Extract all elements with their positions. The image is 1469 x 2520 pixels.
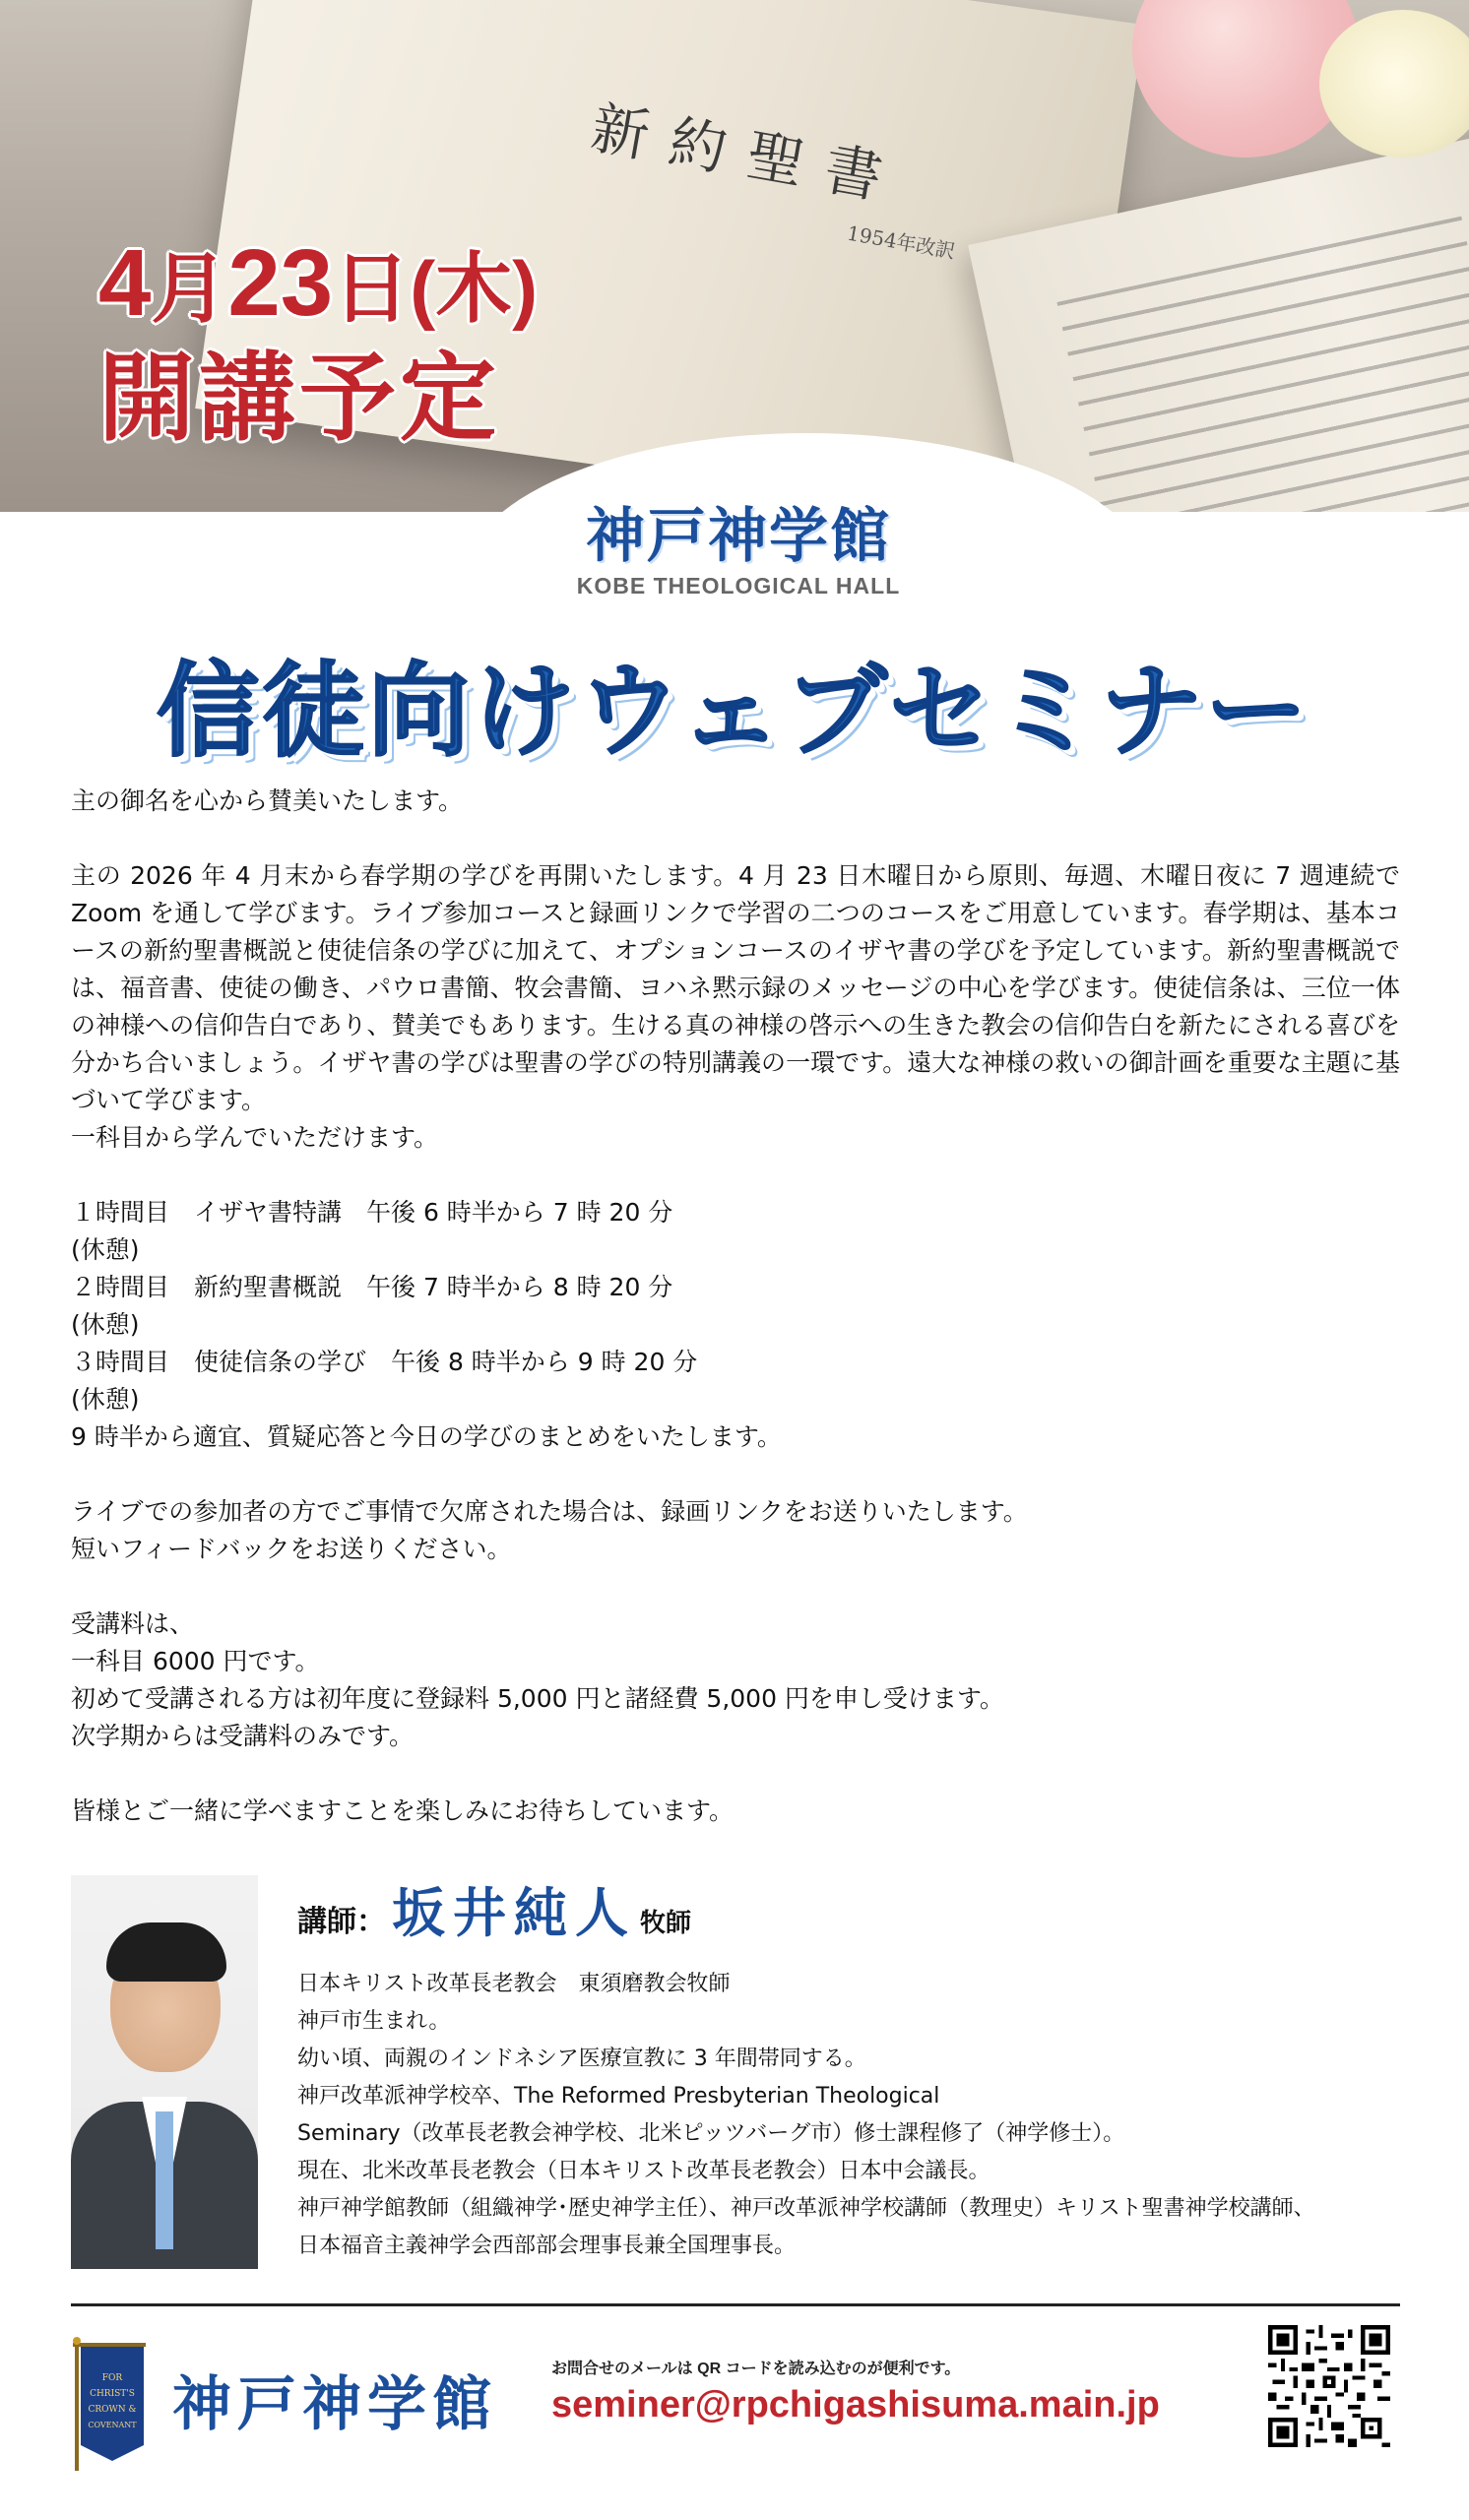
instructor-name: 坂井純人: [392, 1884, 636, 1943]
schedule-break: (休憩): [71, 1235, 140, 1264]
contact-email-link[interactable]: seminer@rpchigashisuma.main.jp: [551, 2384, 1160, 2426]
photo-hair: [106, 1922, 226, 1982]
photo-tie: [156, 2111, 173, 2249]
footer-organization-name: 神戸神学館: [172, 2371, 497, 2437]
intro-last-line: 一科目から学んでいただけます。: [71, 1123, 439, 1152]
date-day-unit: 日: [333, 245, 411, 332]
schedule-line: 9 時半から適宜、質疑応答と今日の学びのまとめをいたします。: [71, 1422, 782, 1451]
bible-subtitle: 1954年改訳: [845, 220, 957, 264]
white-flower: [1319, 10, 1469, 158]
banner-text: FOR: [101, 2373, 123, 2383]
recording-line: 短いフィードバックをお送りください。: [71, 1535, 512, 1563]
date-month: 4: [98, 230, 152, 336]
bio-line: 幼い頃、両親のインドネシア医療宣教に 3 年間帯同する。: [297, 2047, 866, 2071]
bio-line: Seminary（改革長老教会神学校、北米ピッツバーグ市）修士課程修了（神学修士）。: [297, 2121, 1125, 2146]
banner-text: CHRIST'S: [90, 2389, 135, 2399]
opening-status: 開講予定: [98, 344, 501, 452]
schedule-break: (休憩): [71, 1310, 140, 1339]
organization-name: 神戸神学館: [586, 503, 891, 569]
announcement-body: [71, 783, 1400, 1830]
recording-line: ライブでの参加者の方でご事情で欠席された場合は、録画リンクをお送りいたします。: [71, 1497, 1028, 1526]
date-day: 23: [227, 230, 334, 336]
fee-line: 一科目 6000 円です。: [71, 1647, 320, 1675]
bio-line: 現在、北米改革長老教会（日本キリスト改革長老教会）日本中会議長。: [297, 2159, 990, 2183]
instructor-photo: [71, 1875, 258, 2269]
organization-name-en: KOBE THEOLOGICAL HALL: [576, 573, 901, 598]
bio-line: 神戸神学館教師（組織神学･歴史神学主任）、神戸改革派神学校講師（教理史）キリスト聖書神学校講師、: [297, 2196, 1315, 2221]
instructor-label: 講師：: [297, 1906, 386, 1938]
instructor-heading: [297, 1884, 1410, 1956]
bio-line: 日本福音主義神学会西部部会理事長兼全国理事長。: [297, 2234, 797, 2258]
instructor-info: [297, 1884, 1410, 2265]
qr-code-icon[interactable]: [1268, 2325, 1390, 2447]
bio-line: 神戸改革派神学校卒、The Reformed Presbyterian Theological: [297, 2084, 940, 2109]
schedule-break: (休憩): [71, 1385, 140, 1414]
schedule-line: ２時間目 新約聖書概説 午後 7 時半から 8 時 20 分: [71, 1273, 673, 1301]
fee-line: 次学期からは受講料のみです。: [71, 1722, 415, 1750]
bible-title: 新約聖書: [586, 94, 909, 216]
fee-line: 初めて受講される方は初年度に登録料 5,000 円と諸経費 5,000 円を申し受けます。: [71, 1684, 1004, 1713]
date-weekday: (木): [410, 245, 539, 332]
bio-line: 神戸市生まれ。: [297, 2009, 451, 2034]
banner-text: COVENANT: [88, 2421, 137, 2429]
closing-line: 皆様とご一緒に学べますことを楽しみにお待ちしています。: [71, 1796, 734, 1825]
contact-note: お問合せのメールは QR コードを読み込むのが便利です。: [551, 2361, 961, 2377]
covenanter-banner-icon: [69, 2335, 150, 2473]
start-date: [98, 230, 539, 336]
seminar-title: 信徒向けウェブセミナー: [157, 655, 1310, 769]
bio-line: 日本キリスト改革長老教会 東須磨教会牧師: [297, 1972, 731, 1996]
footer-divider: [71, 2303, 1400, 2306]
date-month-unit: 月: [151, 245, 228, 332]
schedule-line: ３時間目 使徒信条の学び 午後 8 時半から 9 時 20 分: [71, 1348, 698, 1376]
banner-text: CROWN &: [88, 2405, 137, 2415]
intro-paragraph: 主の 2026 年 4 月末から春学期の学びを再開いたします。4 月 23 日木曜日から原則、毎週、木曜日夜に 7 週連続で Zoom を通して学びます。ライブ参加コースと録画リンクで学習の二つのコースをご用意しています。春学期は、基本コースの新約聖書概説と使徒信条の学びに加えて、オプションコースのイザヤ書の学びを予定しています。新約聖書概説では、福音書、使徒の働き、パウロ書簡、牧会書簡、ヨハネ黙示録のメッセージの中心を学びます。使徒信条は、三位一体の神様への信仰告白であり、賛美でもあります。生ける真の神様の啓示への生きた教会の信仰告白を新たにされる喜びを分かち合いましょう。イザヤ書の学びは聖書の学びの特別講義の一環です。遠大な神様の救いの御計画を重要な主題に基づいて学びます。: [71, 861, 1400, 1114]
schedule-line: １時間目 イザヤ書特講 午後 6 時半から 7 時 20 分: [71, 1198, 673, 1227]
fee-line: 受講料は、: [71, 1609, 195, 1638]
greeting: 主の御名を心から賛美いたします。: [71, 787, 464, 815]
instructor-title: 牧師: [640, 1908, 692, 1937]
